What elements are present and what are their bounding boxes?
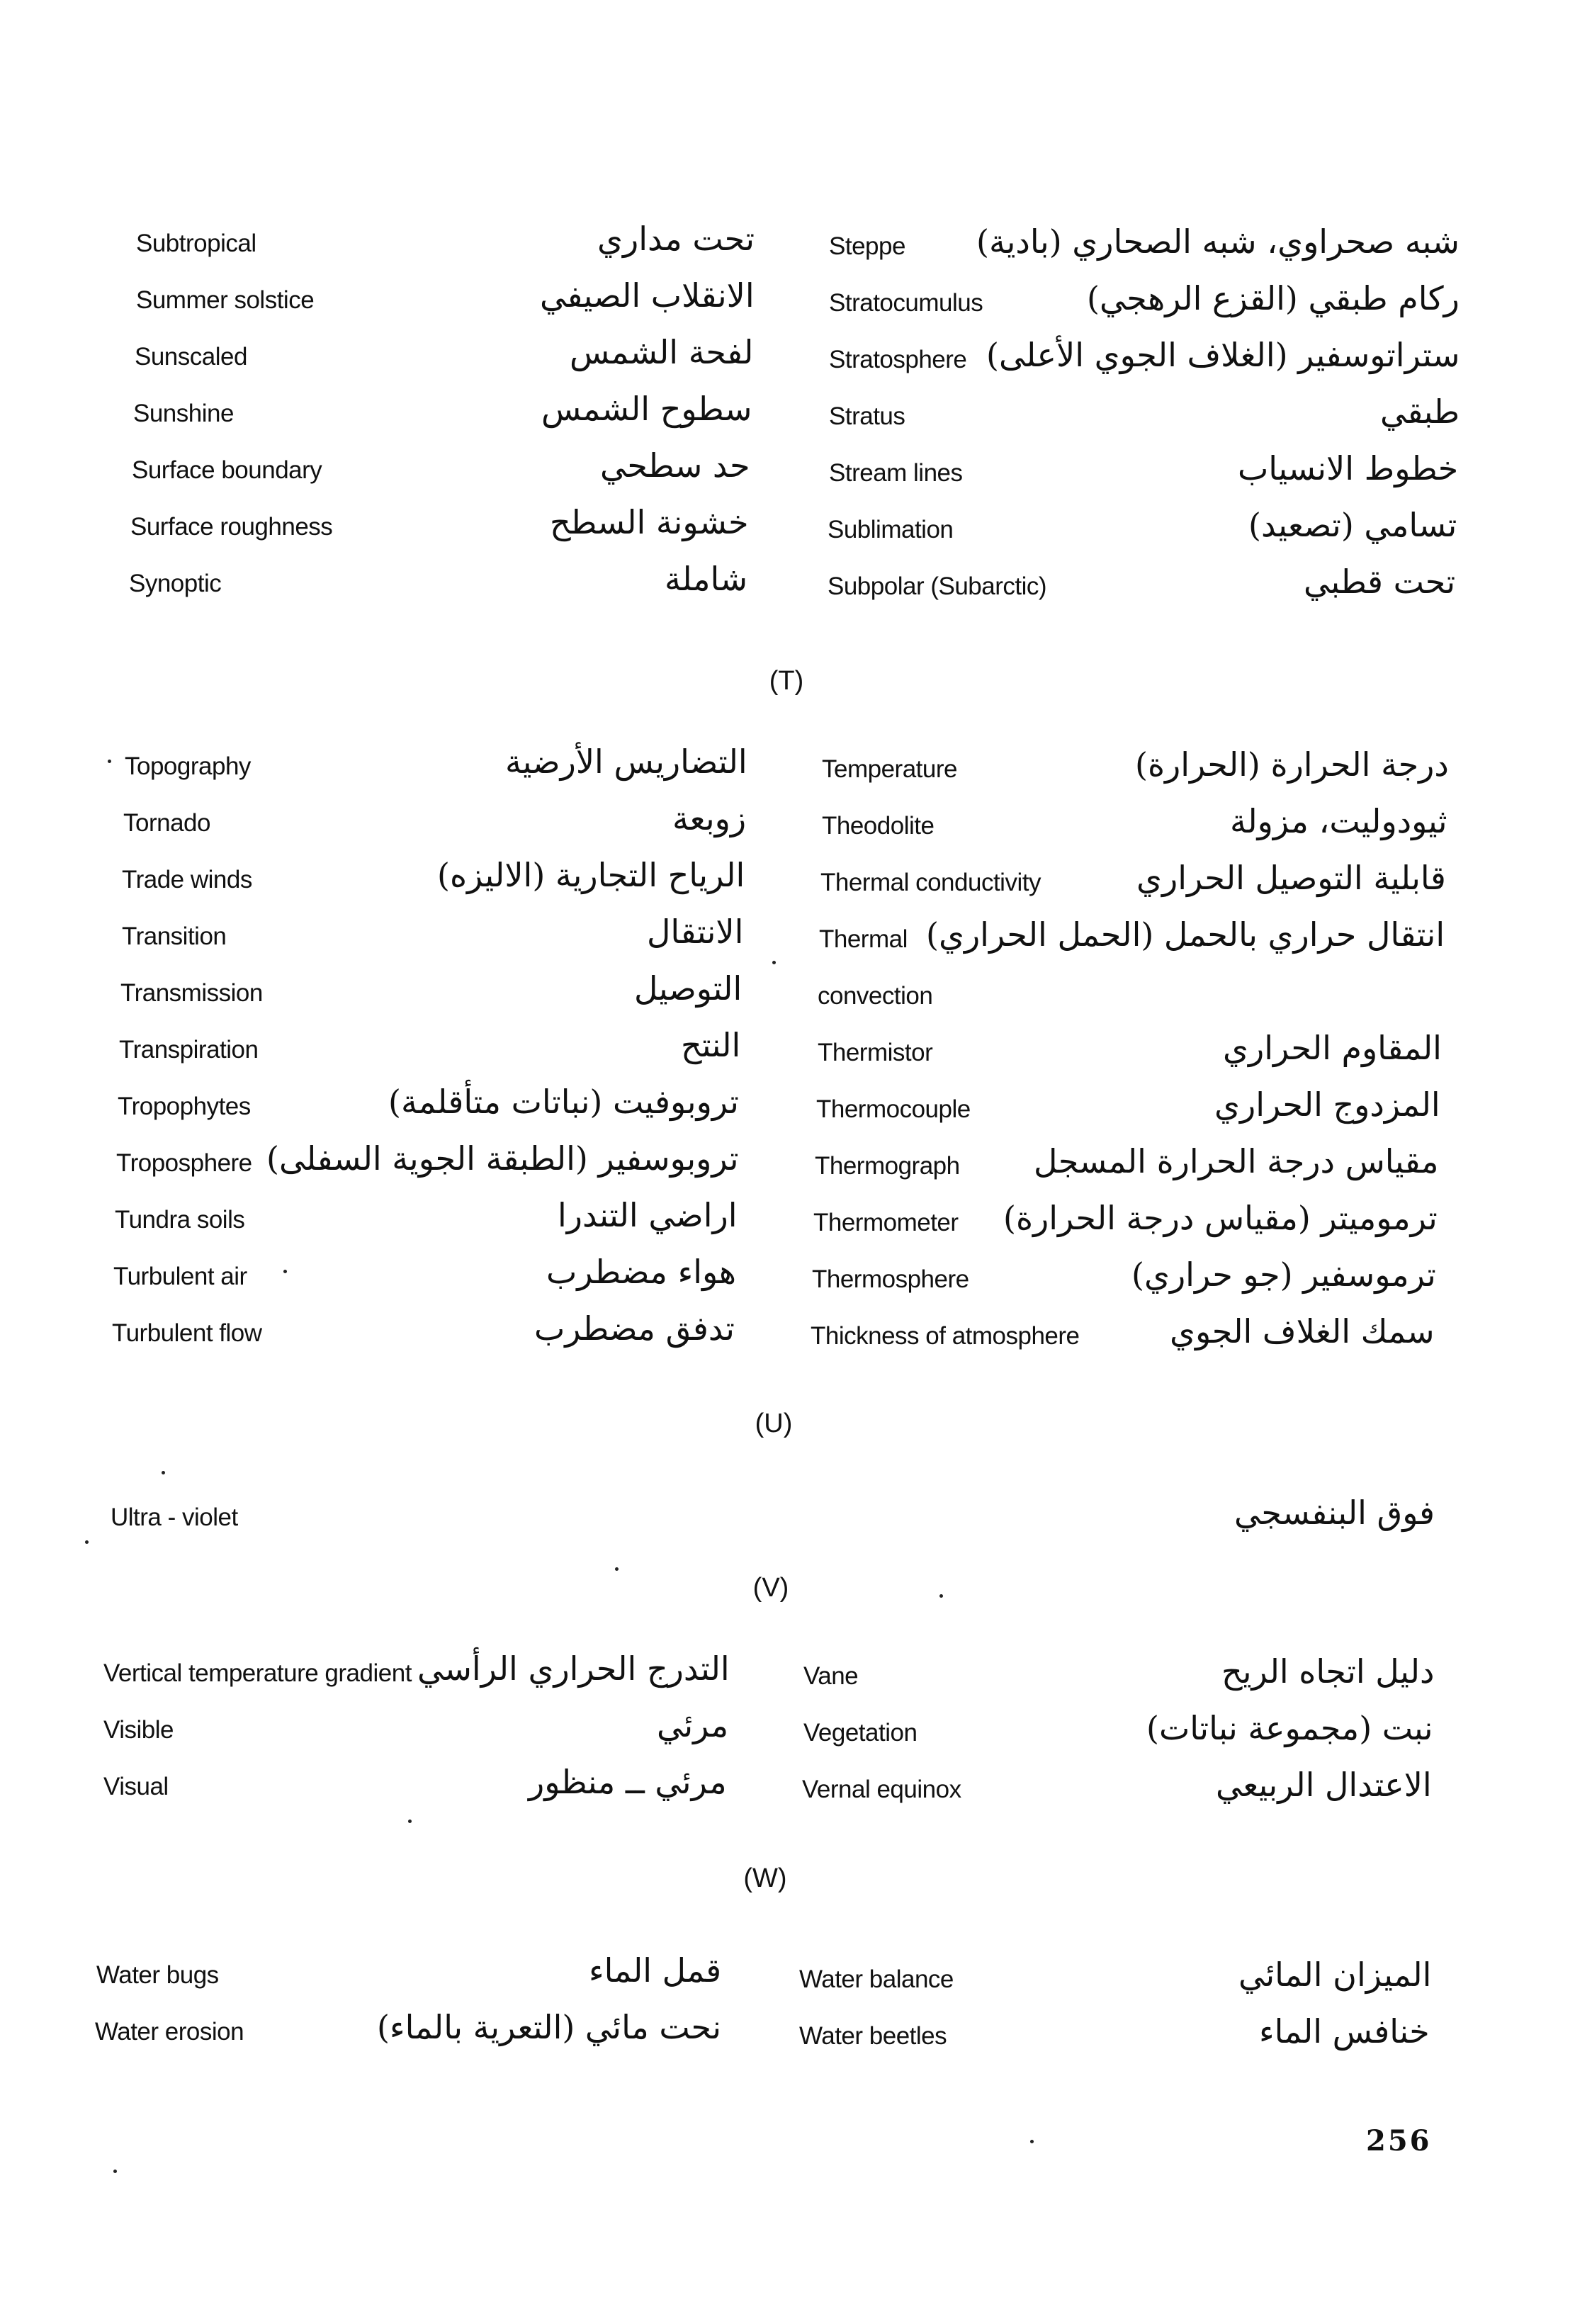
arabic-term: التوصيل (634, 969, 743, 1008)
english-term: Stratosphere (829, 346, 967, 373)
english-term: Thermal (819, 925, 908, 953)
section-header-w: (W) (743, 1863, 787, 1893)
arabic-term: لفحة الشمس (570, 333, 754, 371)
english-term: Thermal conductivity (820, 869, 1041, 896)
arabic-term: طبقي (1380, 393, 1460, 431)
scan-speck (408, 1820, 412, 1823)
english-term: Summer solstice (136, 286, 315, 314)
english-term: Water balance (799, 1965, 954, 1993)
arabic-term: تسامي (تصعيد) (1248, 506, 1457, 544)
english-term: Vegetation (803, 1719, 918, 1747)
arabic-term: نحت مائي (التعرية بالماء) (377, 2008, 722, 2046)
english-term: Tornado (123, 809, 210, 837)
arabic-term: ترمومیتر (مقياس درجة الحرارة) (1003, 1199, 1438, 1237)
english-term: Stratocumulus (829, 289, 983, 317)
english-term: Tropophytes (118, 1093, 251, 1120)
arabic-term: تروبوسفير (الطبقة الجوية السفلى) (266, 1139, 739, 1178)
english-term: Synoptic (129, 570, 222, 597)
english-term: Vertical temperature gradient (103, 1659, 412, 1687)
english-term: Thermograph (815, 1152, 960, 1180)
scan-speck (772, 961, 776, 964)
english-term: Sublimation (828, 516, 954, 543)
english-term: Vernal equinox (802, 1776, 961, 1803)
section-header-v: (V) (752, 1573, 789, 1603)
english-term: Visual (103, 1773, 169, 1800)
arabic-term: التدرج الحراري الرأسي (417, 1649, 730, 1688)
english-term: Surface boundary (132, 456, 322, 484)
arabic-term: النتح (681, 1026, 741, 1064)
arabic-term: التضاريس الأرضية (505, 743, 747, 781)
arabic-term: تدفق مضطرب (534, 1309, 735, 1348)
section-header-u: (U) (755, 1409, 793, 1438)
arabic-term: سمك الغلاف الجوي (1170, 1312, 1435, 1350)
english-term: convection (818, 982, 933, 1010)
arabic-term: هواء مضطرب (546, 1253, 737, 1291)
arabic-term: خطوط الانسياب (1238, 449, 1459, 487)
arabic-term: مقياس درجة الحرارة المسجل (1034, 1142, 1439, 1180)
arabic-term: خنافس الماء (1259, 2012, 1430, 2051)
arabic-term: الانقلاب الصيفي (540, 276, 755, 315)
arabic-term: درجة الحرارة (الحرارة) (1135, 745, 1449, 784)
scan-speck (162, 1471, 165, 1474)
arabic-term: ستراتوسفير (الغلاف الجوي الأعلى) (986, 336, 1460, 374)
english-term: Water erosion (95, 2018, 244, 2046)
english-term: Thermocouple (816, 1095, 971, 1123)
arabic-term: فوق البنفسجي (1234, 1494, 1435, 1532)
arabic-term: دليل اتجاه الريح (1221, 1652, 1435, 1691)
english-term: Thermometer (813, 1209, 959, 1236)
arabic-term: ترموسفير (جو حراري) (1131, 1256, 1436, 1294)
arabic-term: قمل الماء (589, 1951, 722, 1990)
arabic-term: انتقال حراري بالحمل (الحمل الحراري) (926, 915, 1445, 954)
arabic-term: المزدوج الحراري (1214, 1085, 1440, 1124)
section-header-t: (T) (769, 666, 804, 696)
scan-speck (615, 1567, 619, 1571)
scan-speck (1030, 2140, 1034, 2143)
english-term: Tundra soils (115, 1206, 245, 1234)
english-term: Theodolite (822, 812, 935, 840)
english-term: Transition (122, 923, 227, 950)
english-term: Subpolar (Subarctic) (828, 572, 1047, 600)
arabic-term: خشونة السطح (550, 503, 749, 541)
english-term: Sunscaled (135, 343, 247, 371)
english-term: Trade winds (122, 866, 252, 893)
english-term: Visible (103, 1716, 174, 1744)
english-term: Water bugs (96, 1961, 219, 1989)
arabic-term: المقاوم الحراري (1223, 1029, 1442, 1067)
english-term: Stream lines (829, 459, 963, 487)
english-term: Thickness of atmosphere (811, 1322, 1080, 1350)
english-term: Vane (803, 1662, 859, 1690)
arabic-term: ركام طبقي (القزع الرهجي) (1087, 279, 1460, 317)
scan-speck (113, 2170, 117, 2173)
english-term: Turbulent flow (112, 1319, 262, 1347)
arabic-term: تروبوفيت (نباتات متأقلمة) (388, 1083, 739, 1121)
arabic-term: ثيودوليت، مزولة (1230, 802, 1447, 840)
scan-speck (283, 1270, 287, 1273)
english-term: Surface roughness (130, 513, 333, 541)
arabic-term: تحت مداري (597, 220, 755, 258)
english-term: Ultra - violet (111, 1504, 238, 1531)
english-term: Turbulent air (113, 1263, 247, 1290)
arabic-term: زوبعة (672, 799, 747, 837)
scan-speck (108, 760, 111, 763)
arabic-term: الاعتدال الربيعي (1216, 1766, 1432, 1804)
arabic-term: تحت قطبي (1304, 563, 1456, 601)
arabic-term: اراضي التندرا (558, 1196, 738, 1234)
english-term: Topography (125, 752, 251, 780)
scan-speck (939, 1594, 943, 1598)
arabic-term: حد سطحي (600, 446, 750, 485)
arabic-term: شاملة (665, 560, 748, 598)
english-term: Steppe (829, 232, 905, 260)
english-term: Troposphere (116, 1149, 252, 1177)
arabic-term: قابلية التوصيل الحراري (1136, 859, 1446, 897)
english-term: Water beetles (799, 2022, 947, 2050)
english-term: Transmission (120, 979, 263, 1007)
arabic-term: الرياح التجارية (الاليزه) (437, 856, 745, 894)
english-term: Thermistor (818, 1039, 933, 1066)
english-term: Stratus (829, 402, 905, 430)
arabic-term: الميزان المائي (1238, 1956, 1432, 1994)
scan-speck (85, 1540, 89, 1544)
page-number: 256 (1366, 2124, 1432, 2157)
english-term: Temperature (822, 755, 957, 783)
arabic-term: مرئي (657, 1706, 729, 1744)
arabic-term: الانتقال (647, 913, 744, 951)
arabic-term: مرئي ــ منظور (529, 1763, 727, 1801)
english-term: Subtropical (136, 230, 256, 257)
english-term: Sunshine (133, 400, 234, 427)
arabic-term: شبه صحراوي، شبه الصحاري (بادية) (976, 222, 1460, 261)
english-term: Thermosphere (812, 1265, 969, 1293)
arabic-term: نبت (مجموعة نباتات) (1146, 1709, 1433, 1747)
english-term: Transpiration (119, 1036, 259, 1064)
arabic-term: سطوح الشمس (541, 390, 752, 428)
